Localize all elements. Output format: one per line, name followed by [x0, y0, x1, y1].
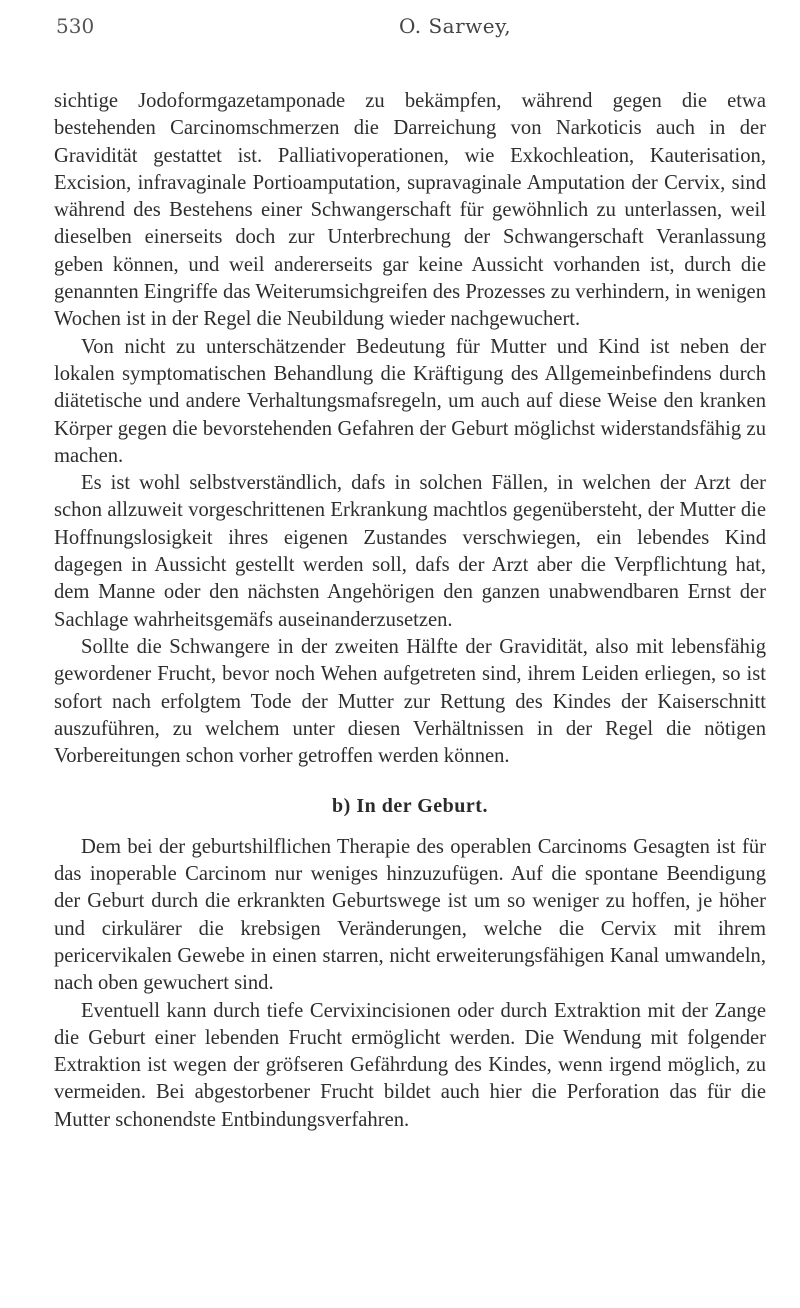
- paragraph: Von nicht zu unterschätzender Bedeutung für Mutter und Kind ist neben der lokalen symptomatischen Behandlung die Kräftigung des Allgemeinbefindens durch diätetische und andere Verhaltungsmafsregeln, um auch auf diese Weise den kranken Körper gegen die bevorstehenden Gefahren der Geburt möglichst widerstandsfähig zu machen.: [54, 335, 766, 467]
- paragraph: Eventuell kann durch tiefe Cervixincisionen oder durch Extraktion mit der Zange die Geburt einer lebenden Frucht ermöglicht werden. Die Wendung mit folgender Extraktion ist wegen der gröfseren Gefährdung des Kindes, wenn irgend möglich, zu vermeiden. Bei abgestorbener Frucht bildet auch hier die Perforation das für die Mutter schonendste Entbindungsverfahren.: [54, 999, 766, 1131]
- section-heading: b) In der Geburt.: [332, 795, 488, 818]
- paragraph: sichtige Jodoformgazetamponade zu bekämpfen, während gegen die etwa bestehenden Carcinomschmerzen die Darreichung von Narkoticis auch in der Gravidität gestattet ist. Palliativoperationen, wie Exkochleation, Kauterisation, Excision, infravaginale Portioamputation, supravaginale Amputation der Cervix, sind während des Bestehens einer Schwangerschaft für gewöhnlich zu unterlassen, weil dieselben einerseits doch zur Unterbrechung der Schwangerschaft Veranlassung geben können, und weil andererseits gar keine Aussicht vorhanden ist, durch die genannten Eingriffe das Weiterumsichgreifen des Prozesses zu verhindern, in wenigen Wochen ist in der Regel die Neubildung wieder nachgewuchert.: [54, 90, 766, 331]
- page-number: 530: [56, 14, 95, 38]
- book-page: [54, 0, 766, 1134]
- paragraph: Sollte die Schwangere in der zweiten Hälfte der Gravidität, also mit lebensfähig gewordener Frucht, bevor noch Wehen aufgetreten sind, ihrem Leiden erliegen, so ist sofort nach erfolgtem Tode der Mutter zur Rettung des Kindes der Kaiserschnitt auszuführen, zu welchem unter diesen Verhältnissen in der Regel die nötigen Vorbereitungen schon vorher getroffen werden können.: [54, 635, 766, 768]
- paragraph: Es ist wohl selbstverständlich, dafs in solchen Fällen, in welchen der Arzt der schon allzuweit vorgeschrittenen Erkrankung machtlos gegenübersteht, der Mutter die Hoffnungslosigkeit ihres eigenen Zustandes verschwiegen, ein lebendes Kind dagegen in Aussicht gestellt werden soll, dafs der Arzt aber die Verpflichtung hat, dem Manne oder den nächsten Angehörigen den ganzen unabwendbaren Ernst der Sachlage wahrheitsgemäfs auseinanderzusetzen.: [54, 472, 766, 631]
- page-header: [54, 14, 766, 58]
- body-text: [54, 88, 766, 1134]
- paragraph: Dem bei der geburtshilflichen Therapie des operablen Carcinoms Gesagten ist für das inoperable Carcinom nur weniges hinzuzufügen. Auf die spontane Beendigung der Geburt durch die erkrankten Geburtswege ist um so weniger zu hoffen, je höher und cirkulärer die krebsigen Veränderungen, welche die Cervix mit ihrem pericervikalen Gewebe in einen starren, nicht erweiterungsfähigen Kanal umwandeln, nach oben gewuchert sind.: [54, 835, 766, 995]
- running-head: O. Sarwey,: [399, 14, 512, 38]
